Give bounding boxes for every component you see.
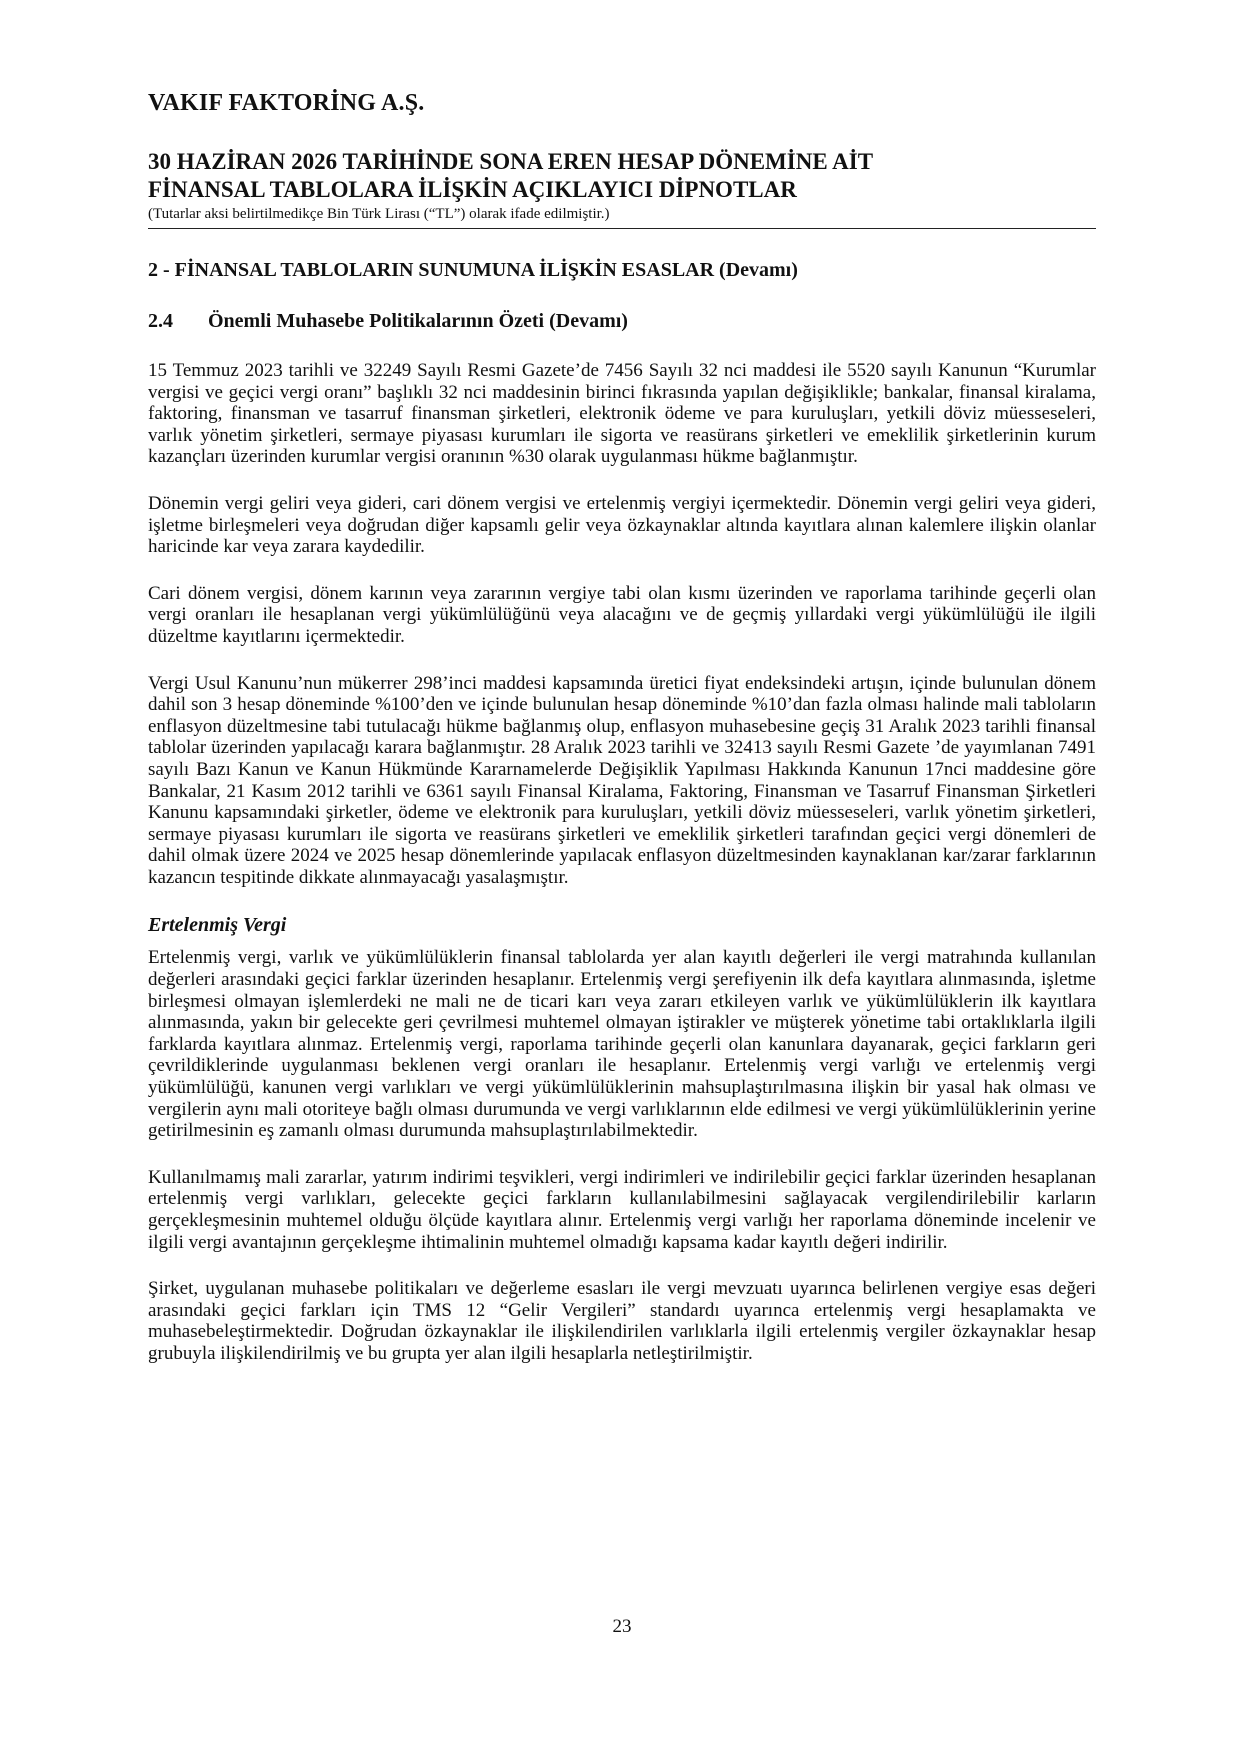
report-title — [148, 148, 873, 204]
header-divider — [148, 228, 1096, 229]
paragraph-inflation-accounting: Vergi Usul Kanunu’nun mükerrer 298’inci maddesi kapsamında üretici fiyat endeksindeki artışın, içinde bulunulan dönem dahil son 3 hesap döneminde %100’den ve içinde bulunulan hesap döneminde %10’dan fazla olması halinde mali tabloların enflasyon düzeltmesine tabi tutulacağı hükme bağlanmış olup, enflasyon muhasebesine geçiş 31 Aralık 2023 tarihli finansal tablolar üzerinden yapılacağı karara bağlanmıştır. 28 Aralık 2023 tarihli ve 32413 sayılı Resmi Gazete ’de yayımlanan 7491 sayılı Bazı Kanun ve Kanun Hükmünde Kararnamelerde Değişiklik Yapılması Hakkında Kanunun 17nci maddesine göre Bankalar, 21 Kasım 2012 tarihli ve 6361 sayılı Finansal Kiralama, Faktoring, Finansman ve Tasarruf Finansman Şirketleri Kanunu kapsamındaki şirketler, ödeme ve elektronik para kuruluşları, yetkili döviz müesseseleri, varlık yönetim şirketleri, sermaye piyasası kurumları ile sigorta ve reasürans şirketleri ve emeklilik şirketleri tarafından geçici vergi dönemleri de dahil olmak üzere 2024 ve 2025 hesap dönemlerinde yapılacak enflasyon düzeltmesinden kaynaklanan kar/zarar farklarının kazancın tespitinde dikkate alınmayacağı yasalaşmıştır. — [148, 672, 1096, 888]
page-number: 23 — [612, 1616, 632, 1637]
paragraph-deferred-tax-definition: Ertelenmiş vergi, varlık ve yükümlülüklerin finansal tablolarda yer alan kayıtlı değerleri ile vergi matrahında kullanılan değerleri arasındaki geçici farklar üzerinden hesaplanır. Ertelenmiş vergi şerefiyenin ilk defa kayıtlara alınmasında, işletme birleşmesi olmayan işlemlerdeki ne mali ne de ticari karı veya zararı etkileyen varlık ve yükümlülüklerin ilk kayıtlara alınmasında, yakın bir gelecekte geri çevrilmesi muhtemel olmayan iştirakler ve müşterek yönetime tabi ortaklıklarla ilgili farklarda kayıtlara alınmaz. Ertelenmiş vergi, raporlama tarihinde geçerli olan kanunlara dayanarak, geçici farkların geri çevrildiklerinde uygulanması beklenen vergi oranları ile hesaplanır. Ertelenmiş vergi varlığı ve ertelenmiş vergi yükümlülüğü, kanunen vergi varlıkları ve vergi yükümlülüklerinin mahsuplaştırılmasına ilişkin bir yasal hak olması ve vergilerin aynı mali otoriteye bağlı olması durumunda ve vergi varlıklarının elde edilmesi ve vergi yükümlülüklerinin yerine getirilmesinin eş zamanlı olması durumunda mahsuplaştırılabilmektedir. — [148, 947, 1096, 1142]
paragraph-tax-income-expense: Dönemin vergi geliri veya gideri, cari dönem vergisi ve ertelenmiş vergiyi içermektedir. Dönemin vergi geliri veya gideri, işletme birleşmeleri veya doğrudan diğer kapsamlı gelir veya özkaynaklar altında kayıtlara alınan kalemlere ilişkin olanlar haricinde kar veya zarara kaydedilir. — [148, 492, 1096, 558]
subsection-heading — [148, 310, 628, 333]
section-heading: 2 - FİNANSAL TABLOLARIN SUNUMUNA İLİŞKİN ESASLAR (Devamı) — [148, 259, 798, 281]
subsection-title: Önemli Muhasebe Politikalarının Özeti (Devamı) — [208, 310, 628, 332]
company-name: VAKIF FAKTORİNG A.Ş. — [148, 90, 425, 116]
document-body — [148, 360, 1096, 1390]
currency-note: (Tutarlar aksi belirtilmedikçe Bin Türk Lirası (“TL”) olarak ifade edilmiştir.) — [148, 206, 610, 222]
report-title-line-2: FİNANSAL TABLOLARA İLİŞKİN AÇIKLAYICI DİPNOTLAR — [148, 177, 797, 202]
paragraph-tms12: Şirket, uygulanan muhasebe politikaları ve değerleme esasları ile vergi mevzuatı uyarınca belirlenen vergiye esas değeri arasındaki geçici farkları için TMS 12 “Gelir Vergileri” standardı uyarınca ertelenmiş vergi hesaplamakta ve muhasebeleştirmektedir. Doğrudan özkaynaklar ile ilişkilendirilen varlıklarla ilgili ertelenmiş vergiler özkaynaklar hesap grubuyla ilişkilendirilmiş ve bu grupta yer alan ilgili hesaplarla netleştirilmiştir. — [148, 1278, 1096, 1364]
deferred-tax-heading: Ertelenmiş Vergi — [148, 914, 287, 937]
report-title-line-1: 30 HAZİRAN 2026 TARİHİNDE SONA EREN HESAP DÖNEMİNE AİT — [148, 149, 874, 174]
paragraph-deferred-tax-assets: Kullanılmamış mali zararlar, yatırım indirimi teşvikleri, vergi indirimleri ve indirilebilir geçici farklar üzerinden hesaplanan ertelenmiş vergi varlıkları, gelecekte geçici farkların kullanılabilmesini sağlayacak vergilendirilebilir karların gerçekleşmesinin muhtemel olduğu ölçüde kayıtlara alınır. Ertelenmiş vergi varlığı her raporlama döneminde incelenir ve ilgili vergi avantajının gerçekleşme ihtimalinin muhtemel olmadığı kapsama kadar kayıtlı değeri indirilir. — [148, 1166, 1096, 1253]
paragraph-current-tax: Cari dönem vergisi, dönem karının veya zararının vergiye tabi olan kısmı üzerinden ve raporlama tarihinde geçerli olan vergi oranları ile hesaplanan vergi yükümlülüğünü veya alacağını ve de geçmiş yıllardaki vergi yükümlülüğü ile ilgili düzeltme kayıtlarını içermektedir. — [148, 582, 1096, 647]
document-page — [148, 0, 1096, 1755]
subsection-number: 2.4 — [148, 310, 173, 332]
paragraph-corporate-tax-rate: 15 Temmuz 2023 tarihli ve 32249 Sayılı Resmi Gazete’de 7456 Sayılı 32 nci maddesi ile 5520 sayılı Kanunun “Kurumlar vergisi ve geçici vergi oranı” başlıklı 32 nci maddesinin birinci fıkrasında yapılan değişiklikle; bankalar, finansal kiralama, faktoring, finansman ve tasarruf finansman şirketleri, elektronik ödeme ve para kuruluşları, yetkili döviz müesseseleri, varlık yönetim şirketleri, sermaye piyasası kurumları ile sigorta ve reasürans şirketleri ve emeklilik şirketlerinin kurum kazançları üzerinden kurumlar vergisi oranının %30 olarak uygulanması hükme bağlanmıştır. — [148, 360, 1096, 468]
